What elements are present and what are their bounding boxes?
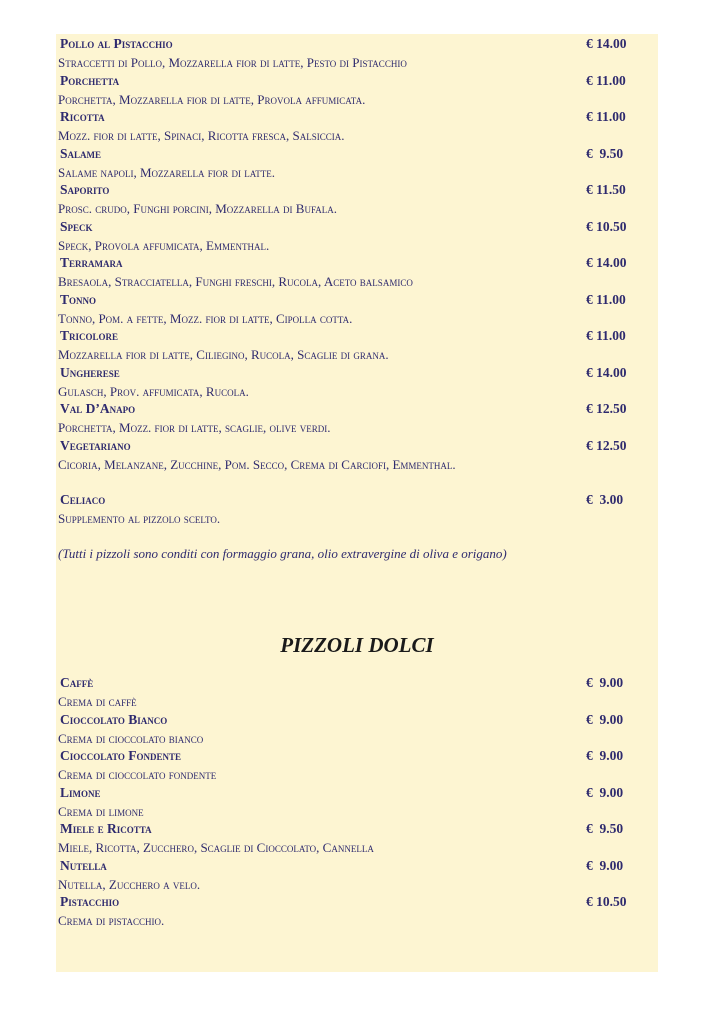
item-price: € 11.00: [586, 109, 626, 124]
item-description: Crema di cioccolato bianco: [58, 730, 204, 746]
item-name: Cioccolato Fondente: [60, 748, 182, 763]
menu-item: [58, 254, 658, 272]
item-description: Prosc. crudo, Funghi porcini, Mozzarella di Bufala.: [58, 201, 338, 216]
menu-item: [58, 291, 658, 309]
item-description: Supplemento al pizzolo scelto.: [58, 511, 221, 526]
item-name: Nutella: [60, 857, 107, 873]
item-price: € 14.00: [586, 255, 627, 270]
item-name: Pollo al Pistacchio: [60, 36, 173, 51]
item-description: Speck, Provola affumicata, Emmenthal.: [58, 237, 270, 253]
item-description: Cicoria, Melanzane, Zucchine, Pom. Secco, Crema di Carciofi, Emmenthal.: [58, 456, 456, 472]
item-price: € 9.00: [586, 711, 624, 727]
item-description: Mozz. fior di latte, Spinaci, Ricotta fresca, Salsiccia.: [58, 128, 345, 143]
item-price: € 11.00: [586, 291, 626, 307]
item-name: Tricolore: [60, 328, 119, 343]
item-description: Crema di limone: [58, 803, 144, 819]
menu-item: [58, 674, 658, 692]
item-name: Pistacchio: [60, 894, 120, 909]
item-description: Porchetta, Mozz. fior di latte, scaglie, olive verdi.: [58, 420, 331, 435]
menu-item: [58, 327, 658, 345]
item-name: Salame: [60, 145, 102, 161]
menu-item: [58, 218, 658, 236]
section-title-pizzoli-dolci: PIZZOLI DOLCI: [280, 633, 434, 657]
item-price: € 11.00: [586, 328, 626, 343]
item-price: € 11.00: [586, 72, 626, 88]
item-price: € 9.00: [586, 784, 624, 800]
condiment-note: (Tutti i pizzoli sono conditi con formaggio grana, olio extravergine di oliva e origano): [58, 546, 507, 561]
item-price: € 10.50: [586, 894, 627, 909]
menu-item: [58, 145, 658, 163]
item-name: Speck: [60, 218, 93, 234]
item-name: Cioccolato Bianco: [60, 711, 168, 727]
item-name: Vegetariano: [60, 437, 131, 453]
menu-item: [58, 181, 658, 199]
item-name: Caffè: [60, 675, 94, 690]
item-description: Salame napoli, Mozzarella fior di latte.: [58, 164, 276, 180]
menu-item: [58, 35, 658, 53]
menu-item: [58, 893, 658, 911]
item-description: Miele, Ricotta, Zucchero, Scaglie di Cioccolato, Cannella: [58, 840, 374, 855]
menu-item: [58, 784, 658, 802]
item-name: Ungherese: [60, 364, 120, 380]
menu-item: [58, 857, 658, 875]
item-price: € 3.00: [586, 492, 624, 507]
item-price: € 11.50: [586, 182, 626, 197]
item-name: Terramara: [60, 255, 123, 270]
menu-item: [58, 72, 658, 90]
item-price: € 9.00: [586, 748, 624, 763]
item-name: Saporito: [60, 182, 110, 197]
item-description: Nutella, Zucchero a velo.: [58, 876, 201, 892]
item-name: Miele e Ricotta: [60, 821, 152, 836]
item-name: Ricotta: [60, 109, 105, 124]
menu-item: [58, 711, 658, 729]
item-description: Porchetta, Mozzarella fior di latte, Provola affumicata.: [58, 91, 366, 107]
item-price: € 10.50: [586, 218, 627, 234]
item-name: Porchetta: [60, 72, 120, 88]
item-price: € 9.50: [586, 145, 624, 161]
menu-item: [58, 820, 658, 838]
menu-item-celiaco: [58, 491, 658, 509]
item-name: Celiaco: [60, 492, 106, 507]
item-price: € 14.00: [586, 36, 627, 51]
item-price: € 9.00: [586, 857, 624, 873]
menu-item: [58, 108, 658, 126]
item-price: € 12.50: [586, 437, 627, 453]
item-description: Straccetti di Pollo, Mozzarella fior di latte, Pesto di Pistacchio: [58, 55, 407, 70]
item-name: Tonno: [60, 291, 97, 307]
item-description: Crema di caffè: [58, 694, 137, 709]
item-price: € 12.50: [586, 401, 627, 416]
menu-item: [58, 400, 658, 418]
menu-item: [58, 364, 658, 382]
item-description: Bresaola, Stracciatella, Funghi freschi, Rucola, Aceto balsamico: [58, 274, 413, 289]
menu-item: [58, 747, 658, 765]
item-price: € 9.50: [586, 821, 624, 836]
item-description: Tonno, Pom. a fette, Mozz. fior di latte, Cipolla cotta.: [58, 310, 353, 326]
item-price: € 14.00: [586, 364, 627, 380]
item-price: € 9.00: [586, 675, 624, 690]
menu-item: [58, 437, 658, 455]
item-name: Limone: [60, 784, 101, 800]
item-description: Crema di pistacchio.: [58, 913, 165, 928]
item-name: Val D’Anapo: [60, 401, 136, 416]
item-description: Crema di cioccolato fondente: [58, 767, 217, 782]
item-description: Gulasch, Prov. affumicata, Rucola.: [58, 383, 249, 399]
item-description: Mozzarella fior di latte, Ciliegino, Rucola, Scaglie di grana.: [58, 347, 389, 362]
